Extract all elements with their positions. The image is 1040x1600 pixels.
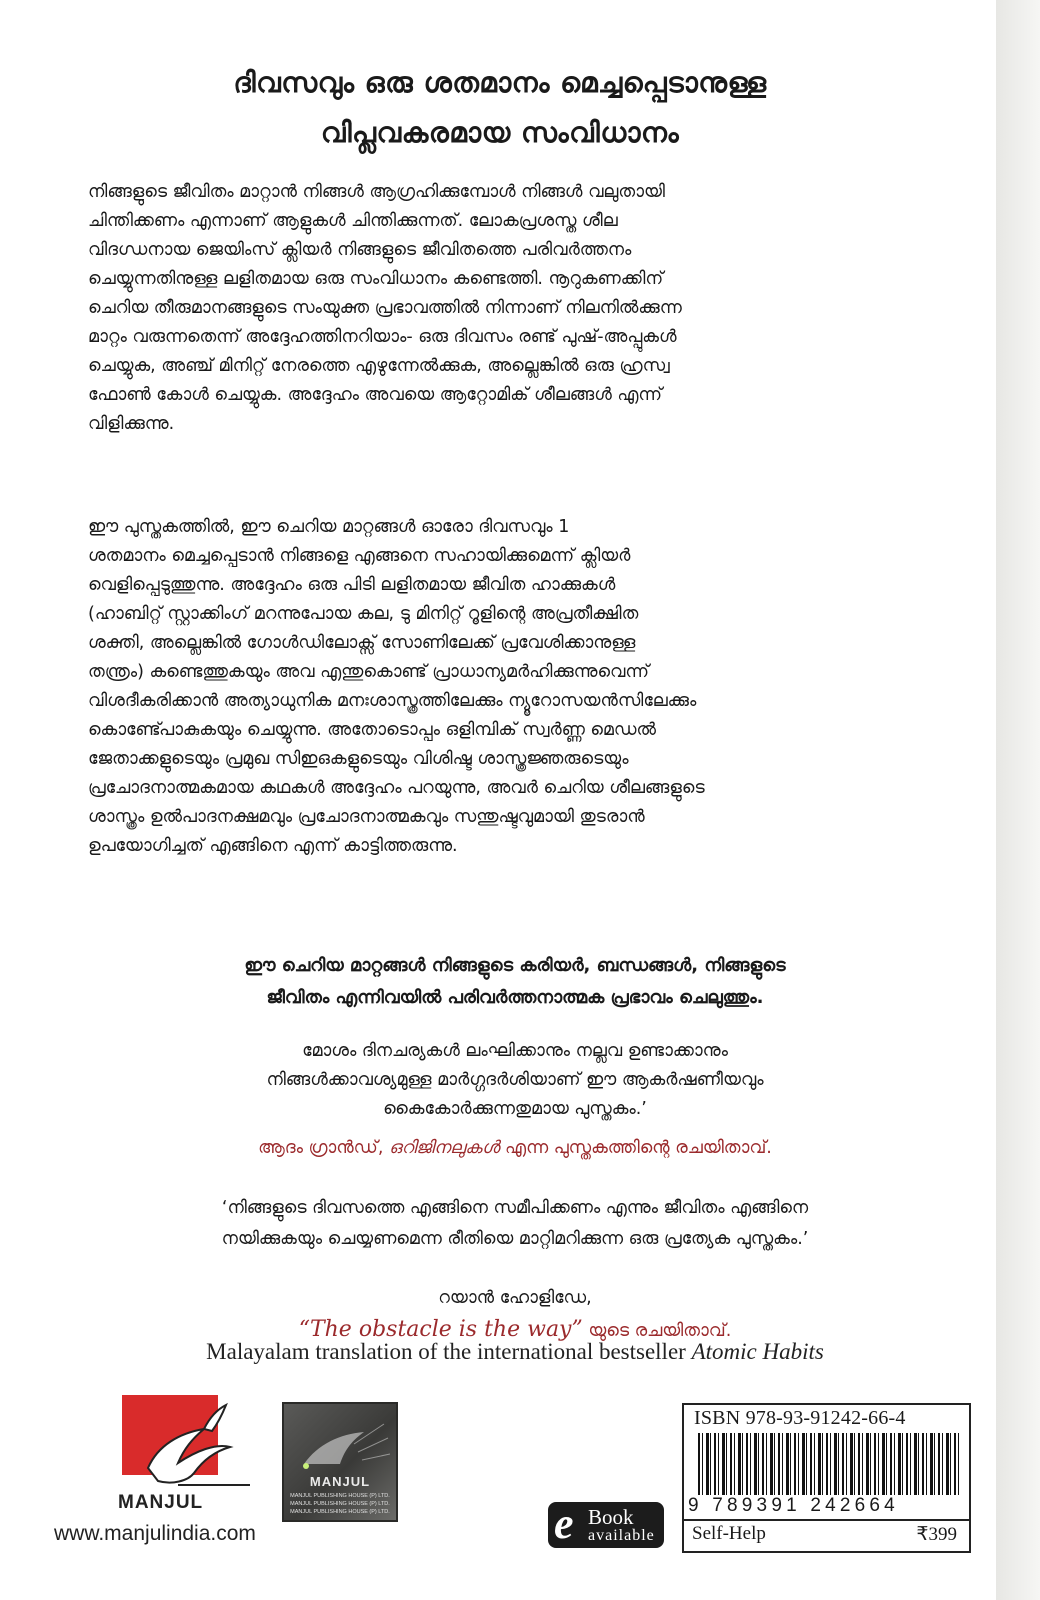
headline-line-1: ദിവസവും ഒരു ശതമാനം മെച്ചപ്പെടാനുള്ള	[233, 66, 767, 99]
ebook-label: Book	[588, 1505, 634, 1529]
divider	[684, 1519, 969, 1521]
endorsement-attribution-1	[90, 1134, 940, 1163]
barcode-digits: 9 789391 242664	[688, 1495, 966, 1517]
endorser-name: റയാൻ ഹോളിഡേ,	[438, 1288, 592, 1308]
text-line: വിദഗ്ധനായ ജെയിംസ് ക്ലിയർ നിങ്ങളുടെ ജീവിതത്തെ പരിവർത്തനം	[88, 240, 632, 260]
publisher-name: MANJUL	[118, 1492, 204, 1513]
seal-text	[288, 1492, 392, 1516]
hologram-seal	[282, 1402, 398, 1522]
text-line: ചെറിയ തീരുമാനങ്ങളുടെ സംയുക്ത പ്രഭാവത്തിൽ നിന്നാണ് നിലനിൽക്കുന്ന	[88, 298, 682, 318]
seal-line: MANJUL PUBLISHING HOUSE (P) LTD.	[290, 1509, 390, 1515]
text-line: ചെയ്യുക, അഞ്ച് മിനിറ്റ് നേരത്തെ എഴുന്നേൽക്കുക, അല്ലെങ്കിൽ ഒരു ഹ്രസ്വ	[88, 356, 670, 376]
endorser-book: ഒറിജിനലുകൾ	[388, 1138, 500, 1158]
publisher-website[interactable]: www.manjulindia.com	[54, 1522, 256, 1545]
barcode-icon	[698, 1433, 960, 1495]
text-line: വിശദീകരിക്കാൻ അത്യാധുനിക മനഃശാസ്ത്രത്തിലേക്കും ന്യൂറോസയൻസിലേക്കും	[88, 691, 697, 711]
text-line: പ്രചോദനാത്മകമായ കഥകൾ അദ്ദേഹം പറയുന്നു, അവർ ചെറിയ ശീലങ്ങളുടെ	[88, 778, 705, 798]
ebook-available-badge	[548, 1499, 664, 1548]
headline-line-2: വിപ്ലവകരമായ സംവിധാനം	[320, 116, 680, 149]
endorsement-quote-2	[90, 1193, 940, 1255]
text-line: ചിന്തിക്കണം എന്നാണ് ആളുകൾ ചിന്തിക്കുന്നത്. ലോകപ്രശസ്ത ശീല	[88, 211, 618, 231]
text-line: (ഹാബിറ്റ് സ്റ്റാക്കിംഗ് മറന്നുപോയ കല, ടു മിനിറ്റ് റൂളിന്റെ അപ്രതീക്ഷിത	[88, 604, 639, 624]
book-category: Self-Help	[692, 1523, 766, 1544]
bold-statement-line: ജീവിതം എന്നിവയിൽ പരിവർത്തനാത്മക പ്രഭാവം ചെലുത്തും.	[266, 987, 764, 1008]
text-line: ഈ പുസ്തകത്തിൽ, ഈ ചെറിയ മാറ്റങ്ങൾ ഓരോ ദിവസവും 1	[88, 517, 570, 537]
isbn-barcode-box	[682, 1403, 971, 1553]
endorser-name: ആദം ഗ്രാൻഡ്,	[258, 1138, 384, 1158]
text-line: ശാസ്ത്രം ഉൽപാദനക്ഷമവും പ്രചോദനാത്മകവും സന്തുഷ്ടവുമായി തുടരാൻ	[88, 807, 645, 827]
text-line: നിങ്ങളുടെ ജീവിതം മാറ്റാൻ നിങ്ങൾ ആഗ്രഹിക്കുമ്പോൾ നിങ്ങൾ വലുതായി	[88, 182, 665, 202]
ebook-e-icon: e	[554, 1499, 574, 1548]
endorser-suffix: എന്ന പുസ്തകത്തിന്റെ രചയിതാവ്.	[505, 1138, 772, 1158]
ebook-available-label: available	[588, 1527, 655, 1544]
manjul-logo-icon	[118, 1393, 254, 1493]
quote-line: കൈകോർക്കുന്നതുമായ പുസ്തകം.’	[383, 1099, 647, 1119]
text-line: ശതമാനം മെച്ചപ്പെടാൻ നിങ്ങളെ എങ്ങനെ സഹായിക്കുമെന്ന് ക്ലിയർ	[88, 546, 631, 566]
quote-line: ‘നിങ്ങളുടെ ദിവസത്തെ എങ്ങിനെ സമീപിക്കണം എന്നും ജീവിതം എങ്ങിനെ	[221, 1198, 809, 1218]
endorser-suffix: യുടെ രചയിതാവ്.	[588, 1321, 732, 1341]
description-paragraph-1	[88, 178, 942, 439]
seal-publisher-name: MANJUL	[309, 1474, 371, 1489]
text-line: മാറ്റം വരുന്നതെന്ന് അദ്ദേഹത്തിനറിയാം- ഒരു ദിവസം രണ്ട് പുഷ്-അപ്പുകൾ	[88, 327, 677, 347]
headline	[100, 58, 900, 158]
translation-note	[80, 1339, 950, 1365]
quote-line: മോശം ദിനചര്യകൾ ലംഘിക്കാനും നല്ലവ ഉണ്ടാക്കാനും	[302, 1041, 728, 1061]
endorsement-quote-1	[90, 1037, 940, 1124]
text-line: ശക്തി, അല്ലെങ്കിൽ ഗോൾഡിലോക്സ് സോണിലേക്ക് പ്രവേശിക്കാനുള്ള	[88, 633, 636, 653]
bold-statement	[90, 950, 940, 1014]
description-paragraph-2	[88, 513, 942, 861]
text-line: ചെയ്യുന്നതിനുള്ള ലളിതമായ ഒരു സംവിധാനം കണ്ടെത്തി. നൂറുകണക്കിന്	[88, 269, 664, 289]
translation-text: Malayalam translation of the international bestseller	[206, 1339, 686, 1364]
text-line: വിളിക്കുന്നു.	[88, 414, 175, 434]
seal-line: MANJUL PUBLISHING HOUSE (P) LTD.	[290, 1493, 390, 1499]
quote-line: നിങ്ങൾക്കാവശ്യമുള്ള മാർഗ്ഗദർശിയാണ് ഈ ആകർഷണീയവും	[266, 1070, 764, 1090]
quote-line: നയിക്കുകയും ചെയ്യണമെന്ന രീതിയെ മാറ്റിമറിക്കുന്ന ഒരു പ്രത്യേക പുസ്തകം.’	[221, 1229, 809, 1249]
isbn-number: ISBN 978-93-91242-66-4	[694, 1407, 906, 1429]
book-price: ₹399	[916, 1524, 957, 1545]
endorser-book: “The obstacle is the way”	[298, 1317, 583, 1342]
text-line: ഫോൺ കോൾ ചെയ്യുക. അദ്ദേഹം അവയെ ആറ്റോമിക് ശീലങ്ങൾ എന്ന്	[88, 385, 663, 405]
bold-statement-line: ഈ ചെറിയ മാറ്റങ്ങൾ നിങ്ങളുടെ കരിയർ, ബന്ധങ്ങൾ, നിങ്ങളുടെ	[244, 955, 786, 976]
text-line: വെളിപ്പെടുത്തുന്നു. അദ്ദേഹം ഒരു പിടി ലളിതമായ ജീവിത ഹാക്കുകൾ	[88, 575, 616, 595]
text-line: ജേതാക്കളുടെയും പ്രമുഖ സിഇഒകളുടെയും വിശിഷ്ട ശാസ്ത്രജ്ഞരുടെയും	[88, 749, 629, 769]
endorsement-attribution-2	[90, 1282, 940, 1347]
seal-line: MANJUL PUBLISHING HOUSE (P) LTD.	[290, 1501, 390, 1507]
text-line: കൊണ്ട്പോകുകയും ചെയ്യുന്നു. അതോടൊപ്പം ഒളിമ്പിക് സ്വർണ്ണ മെഡൽ	[88, 720, 656, 740]
original-title: Atomic Habits	[691, 1339, 824, 1364]
book-edge	[996, 0, 1040, 1600]
text-line: ഉപയോഗിച്ചത് എങ്ങിനെ എന്ന് കാട്ടിത്തരുന്നു.	[88, 836, 458, 856]
text-line: തന്ത്രം) കണ്ടെത്തുകയും അവ എന്തുകൊണ്ട് പ്രാധാന്യമർഹിക്കുന്നുവെന്ന്	[88, 662, 650, 682]
